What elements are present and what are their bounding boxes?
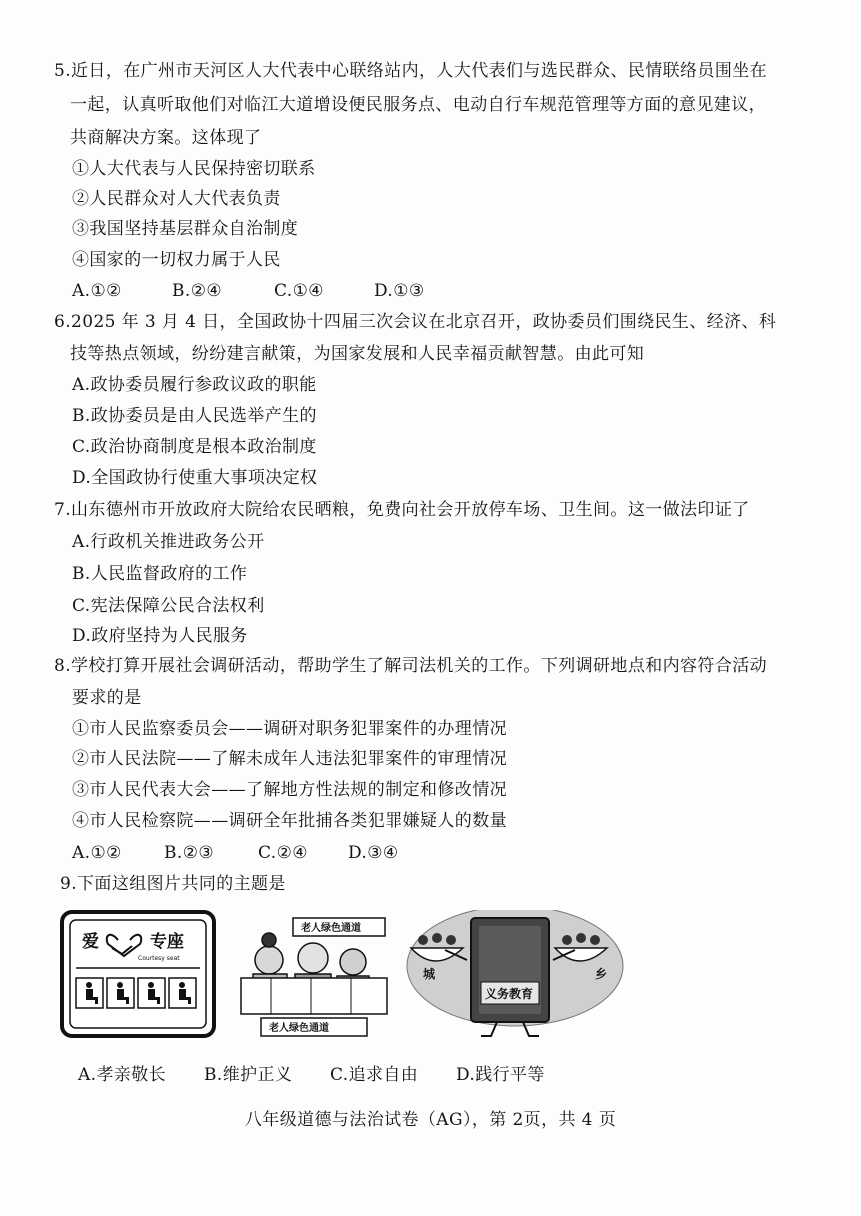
- compulsory-education-picture: [405, 910, 625, 1044]
- education-right-bowl: 乡: [595, 967, 608, 981]
- q8-statement-2: ②市人民法院——了解未成年人违法犯罪案件的审理情况: [72, 749, 507, 769]
- q9-option-c[interactable]: C.追求自由: [330, 1065, 419, 1085]
- elderly-sign-top: 老人绿色通道: [301, 923, 361, 934]
- seat-sign-left-label: 爱: [82, 932, 99, 952]
- q9-option-a[interactable]: A.孝亲敬长: [78, 1065, 167, 1085]
- q6-option-d[interactable]: D.全国政协行使重大事项决定权: [72, 468, 318, 488]
- q7-option-b[interactable]: B.人民监督政府的工作: [72, 564, 248, 584]
- q5-option-a[interactable]: A.①②: [72, 281, 122, 301]
- q7-option-a[interactable]: A.行政机关推进政务公开: [72, 532, 265, 552]
- q8-statement-3: ③市人民代表大会——了解地方性法规的制定和修改情况: [72, 780, 507, 800]
- q8-options: [72, 842, 429, 864]
- q5-options: [72, 280, 455, 302]
- q7-option-c[interactable]: C.宪法保障公民合法权利: [72, 596, 265, 616]
- q6-option-c[interactable]: C.政治协商制度是根本政治制度: [72, 437, 317, 457]
- q5-stem-line-2: 一起，认真听取他们对临江大道增设便民服务点、电动自行车规范管理等方面的意见建议，: [70, 95, 766, 115]
- q9-options: [78, 1064, 575, 1086]
- q8-statement-4: ④市人民检察院——调研全年批捕各类犯罪嫌疑人的数量: [72, 811, 507, 831]
- q8-option-b[interactable]: B.②③: [164, 843, 214, 863]
- q5-statement-1: ①人大代表与人民保持密切联系: [72, 159, 316, 179]
- q7-option-d[interactable]: D.政府坚持为人民服务: [72, 626, 248, 646]
- q9-stem-line-1: 9.下面这组图片共同的主题是: [60, 874, 286, 894]
- q9-option-d[interactable]: D.践行平等: [456, 1065, 545, 1085]
- q8-option-d[interactable]: D.③④: [348, 843, 399, 863]
- seat-sign-english: Courtesy seat: [138, 955, 180, 962]
- q5-statement-4: ④国家的一切权力属于人民: [72, 250, 281, 270]
- q7-stem-line-1: 7.山东德州市开放政府大院给农民晒粮，免费向社会开放停车场、卫生间。这一做法印证了: [54, 500, 750, 520]
- page-footer: 八年级道德与法治试卷（AG），第 2页，共 4 页: [244, 1110, 617, 1130]
- q6-option-a[interactable]: A.政协委员履行参政议政的职能: [72, 375, 317, 395]
- q5-statement-3: ③我国坚持基层群众自治制度: [72, 219, 299, 239]
- education-left-bowl: 城: [423, 967, 436, 981]
- q6-stem-line-2: 技等热点领域，纷纷建言献策，为国家发展和人民幸福贡献智慧。由此可知: [70, 344, 645, 364]
- q5-option-c[interactable]: C.①④: [274, 281, 324, 301]
- q5-statement-2: ②人民群众对人大代表负责: [72, 189, 281, 209]
- q6-option-b[interactable]: B.政协委员是由人民选举产生的: [72, 406, 317, 426]
- q8-option-a[interactable]: A.①②: [72, 843, 122, 863]
- q8-option-c[interactable]: C.②④: [258, 843, 308, 863]
- q6-stem-line-1: 6.2025 年 3 月 4 日，全国政协十四届三次会议在北京召开，政协委员们围绕民生、经济、科: [54, 312, 777, 332]
- q8-statement-1: ①市人民监察委员会——调研对职务犯罪案件的办理情况: [72, 719, 507, 739]
- education-book-title: 义务教育: [485, 987, 534, 1001]
- q5-option-d[interactable]: D.①③: [374, 281, 425, 301]
- elderly-green-channel-picture: [235, 912, 395, 1042]
- q9-option-b[interactable]: B.维护正义: [204, 1065, 293, 1085]
- q8-stem-line-2: 要求的是: [72, 688, 142, 708]
- seat-sign-right-label: 专座: [150, 932, 184, 952]
- elderly-sign-bottom: 老人绿色通道: [269, 1023, 329, 1034]
- q8-stem-line-1: 8.学校打算开展社会调研活动，帮助学生了解司法机关的工作。下列调研地点和内容符合活动: [54, 656, 768, 676]
- q5-option-b[interactable]: B.②④: [172, 281, 222, 301]
- q5-stem-line-3: 共商解决方案。这体现了: [70, 128, 262, 148]
- q5-stem-line-1: 5.近日，在广州市天河区人大代表中心联络站内，人大代表们与选民群众、民情联络员围坐在: [54, 61, 768, 81]
- courtesy-seat-picture: [60, 910, 216, 1038]
